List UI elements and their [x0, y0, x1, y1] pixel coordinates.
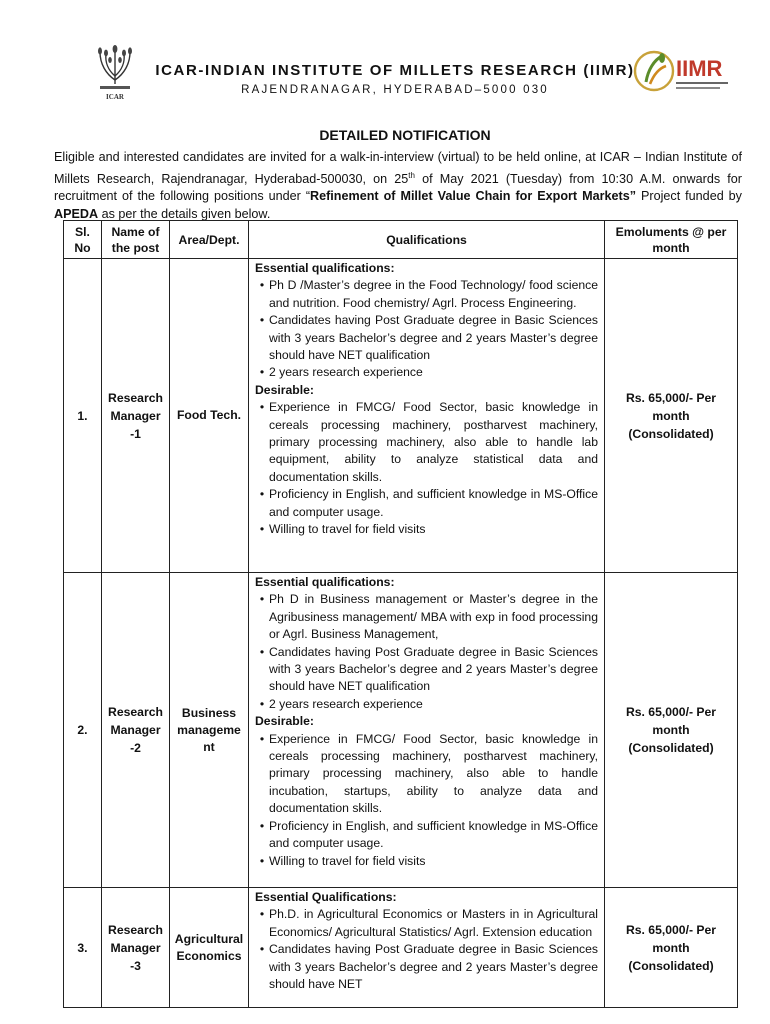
header-post-name: Name of the post [102, 221, 170, 259]
list-item: • 2 years research experience [259, 696, 423, 711]
row-number: 2. [64, 573, 102, 888]
list-item: • Proficiency in English, and sufficient knowledge in MS-Office and computer usage. [259, 487, 598, 519]
area-dept: Food Tech. [170, 259, 249, 573]
post-name: Research Manager -1 [102, 259, 170, 573]
list-item: • Willing to travel for field visits [259, 853, 426, 868]
qualifications-cell [249, 573, 605, 888]
header-area: Area/Dept. [170, 221, 249, 259]
list-item: • 2 years research experience [259, 365, 423, 380]
intro-paragraph: Eligible and interested candidates are invited for a walk-in-interview (virtual) to be held online, at ICAR – Indian Institute of Millets Research, Rajendranagar, Hyderabad-500030, on 25th of May 2021 (Tuesday) from 10:30 A.M. onwards for recruitment of the following positions under “Refinement of Millet Value Chain for Export Markets” Project funded by APEDA as per the details given below. [54, 150, 742, 221]
header-qualifications: Qualifications [249, 221, 605, 259]
table-row [64, 888, 738, 1008]
table-row [64, 573, 738, 888]
post-name: Research Manager -2 [102, 573, 170, 888]
emoluments: Rs. 65,000/- Per month (Consolidated) [605, 888, 738, 1008]
table-row [64, 259, 738, 573]
essential-heading: Essential Qualifications: [255, 890, 397, 904]
essential-heading: Essential qualifications: [255, 575, 395, 589]
area-dept: Agricultural Economics [170, 888, 249, 1008]
positions-table [63, 220, 738, 1008]
list-item: • Candidates having Post Graduate degree in Basic Sciences with 3 years Bachelor’s degree and 2 years Master’s degree should have NET qualification [259, 313, 598, 363]
institute-name: ICAR-INDIAN INSTITUTE OF MILLETS RESEARCH (IIMR) [155, 62, 635, 79]
table-header-row [64, 221, 738, 259]
list-item: • Ph D in Business management or Master’s degree in the Agribusiness management/ MBA with exp in food processing or Agrl. Business Management, [259, 592, 598, 642]
list-item: • Candidates having Post Graduate degree in Basic Sciences with 3 years Bachelor’s degree and 2 years Master’s degree should have NET qualification [259, 644, 598, 694]
list-item: • Ph.D. in Agricultural Economics or Masters in in Agricultural Economics/ Agricultural Statistics/ Agrl. Extension education [259, 907, 598, 939]
area-dept: Business manageme nt [170, 573, 249, 888]
post-name: Research Manager -3 [102, 888, 170, 1008]
iimr-logo-icon [632, 48, 732, 94]
iimr-logo-text: IIMR [676, 56, 723, 81]
document-title: DETAILED NOTIFICATION [319, 127, 491, 143]
row-number: 1. [64, 259, 102, 573]
list-item: • Ph D /Master’s degree in the Food Technology/ food science and nutrition. Food chemistry/ Agrl. Process Engineering. [259, 278, 598, 310]
list-item: • Willing to travel for field visits [259, 522, 426, 537]
header-emoluments: Emoluments @ per month [605, 221, 738, 259]
icar-caption: ICAR [106, 93, 124, 101]
essential-heading: Essential qualifications: [255, 261, 395, 275]
header-sl-no: Sl. No [64, 221, 102, 259]
qualifications-cell [249, 888, 605, 1008]
desirable-heading: Desirable: [255, 714, 314, 729]
letterhead [0, 36, 770, 106]
list-item: • Candidates having Post Graduate degree in Basic Sciences with 3 years Bachelor’s degree and 2 years Master’s degree should have NET [259, 942, 598, 992]
desirable-heading: Desirable: [255, 382, 314, 397]
list-item: • Proficiency in English, and sufficient knowledge in MS-Office and computer usage. [259, 818, 598, 851]
qualifications-cell [249, 259, 605, 573]
emoluments: Rs. 65,000/- Per month (Consolidated) [605, 259, 738, 573]
institute-address: RAJENDRANAGAR, HYDERABAD–5000 030 [241, 84, 549, 96]
emoluments: Rs. 65,000/- Per month (Consolidated) [605, 573, 738, 888]
list-item: • Experience in FMCG/ Food Sector, basic knowledge in cereals processing machinery, postharvest machinery, primary processing machinery, also able to handle lab equipment, ability to analyze statistical data and documentation skills. [259, 400, 598, 484]
row-number: 3. [64, 888, 102, 1008]
list-item: • Experience in FMCG/ Food Sector, basic knowledge in cereals processing machinery, postharvest machinery, primary processing machinery, also able to handle incubation, startups, ability to analyze data and documentation skills. [259, 731, 598, 816]
